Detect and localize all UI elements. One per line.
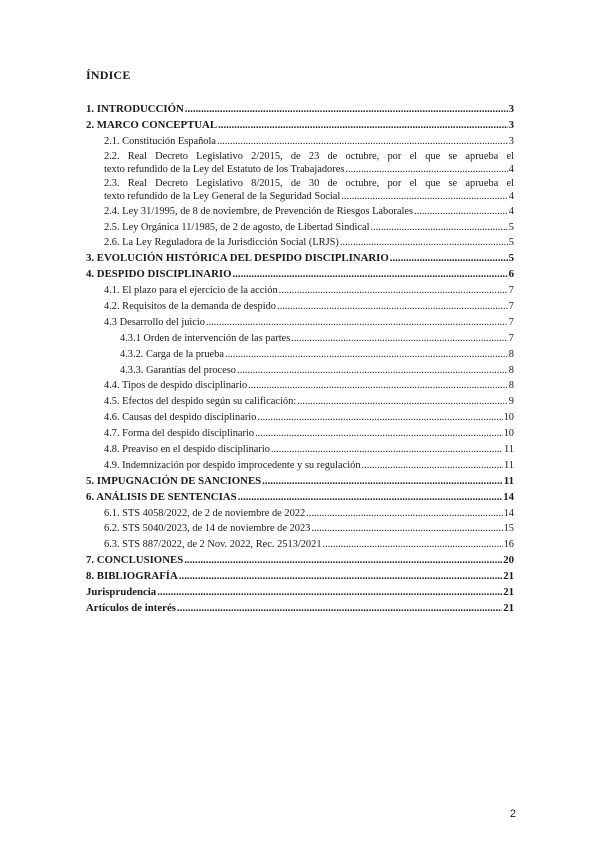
toc-entry-4-3-1[interactable]: 4.3.1 Orden de intervención de las partes ..... 7: [86, 331, 514, 347]
toc-entry-2-4[interactable]: 2.4. Ley 31/1995, de 8 de noviembre, de Prevención de Riesgos Laborales ..... 4: [86, 204, 514, 220]
toc-entry-2-3[interactable]: 2.3. Real Decreto Legislativo 8/2015, de 30 de octubre, por el que se aprueba el texto refundido de la Ley General de la Seguridad Social ..... 4: [86, 177, 514, 204]
toc-entry-analisis-sentencias[interactable]: 6. ANÁLISIS DE SENTENCIAS ..... 14: [86, 490, 514, 506]
toc-entry-4-4[interactable]: 4.4. Tipos de despido disciplinario ..... 8: [86, 378, 514, 394]
toc-entry-6-1[interactable]: 6.1. STS 4058/2022, de 2 de noviembre de 2022 ..... 14: [86, 506, 514, 522]
toc-entry-jurisprudencia[interactable]: Jurisprudencia ..... 21: [86, 585, 514, 601]
toc-entry-4-5[interactable]: 4.5. Efectos del despido según su calificación: ..... 9: [86, 394, 514, 410]
toc-entry-impugnacion[interactable]: 5. IMPUGNACIÓN DE SANCIONES ..... 11: [86, 474, 514, 490]
page-number: 2: [509, 808, 516, 820]
toc-entry-4-3[interactable]: 4.3 Desarrollo del juicio ..... 7: [86, 315, 514, 331]
toc-entry-bibliografia[interactable]: 8. BIBLIOGRAFÍA ..... 21: [86, 569, 514, 585]
toc-entry-2-1[interactable]: 2.1. Constitución Española ..... 3: [86, 134, 514, 150]
toc-entry-introduccion[interactable]: 1. INTRODUCCIÓN ..... 3: [86, 102, 514, 118]
toc-entry-2-5[interactable]: 2.5. Ley Orgánica 11/1985, de 2 de agosto, de Libertad Sindical ..... 5: [86, 220, 514, 236]
toc-entry-6-3[interactable]: 6.3. STS 887/2022, de 2 Nov. 2022, Rec. 2513/2021 ..... 16: [86, 537, 514, 553]
toc-entry-evolucion-historica[interactable]: 3. EVOLUCIÓN HISTÓRICA DEL DESPIDO DISCIPLINARIO ..... 5: [86, 251, 514, 267]
toc-entry-4-1[interactable]: 4.1. El plazo para el ejercicio de la acción ..... 7: [86, 283, 514, 299]
toc-entry-4-3-2[interactable]: 4.3.2. Carga de la prueba ..... 8: [86, 347, 514, 363]
table-of-contents: [86, 102, 514, 617]
toc-entry-4-8[interactable]: 4.8. Preaviso en el despido disciplinario ..... 11: [86, 442, 514, 458]
toc-entry-4-6[interactable]: 4.6. Causas del despido disciplinario ..... 10: [86, 410, 514, 426]
toc-entry-despido-disciplinario[interactable]: 4. DESPIDO DISCIPLINARIO ..... 6: [86, 267, 514, 283]
toc-entry-6-2[interactable]: 6.2. STS 5040/2023, de 14 de noviembre de 2023 ..... 15: [86, 521, 514, 537]
toc-entry-4-2[interactable]: 4.2. Requisitos de la demanda de despido ..... 7: [86, 299, 514, 315]
toc-entry-4-9[interactable]: 4.9. Indemnización por despido improcedente y su regulación ..... 11: [86, 458, 514, 474]
toc-entry-4-3-3[interactable]: 4.3.3. Garantías del proceso ..... 8: [86, 363, 514, 379]
toc-entry-marco-conceptual[interactable]: 2. MARCO CONCEPTUAL ..... 3: [86, 118, 514, 134]
toc-heading: ÍNDICE: [86, 68, 131, 82]
toc-entry-2-6[interactable]: 2.6. La Ley Reguladora de la Jurisdicción Social (LRJS) ..... 5: [86, 235, 514, 251]
toc-entry-4-7[interactable]: 4.7. Forma del despido disciplinario ..... 10: [86, 426, 514, 442]
toc-entry-conclusiones[interactable]: 7. CONCLUSIONES ..... 20: [86, 553, 514, 569]
toc-entry-articulos[interactable]: Artículos de interés ..... 21: [86, 601, 514, 617]
toc-entry-2-2[interactable]: 2.2. Real Decreto Legislativo 2/2015, de 23 de octubre, por el que se aprueba el texto refundido de la Ley del Estatuto de los Trabajadores ..... 4: [86, 150, 514, 177]
